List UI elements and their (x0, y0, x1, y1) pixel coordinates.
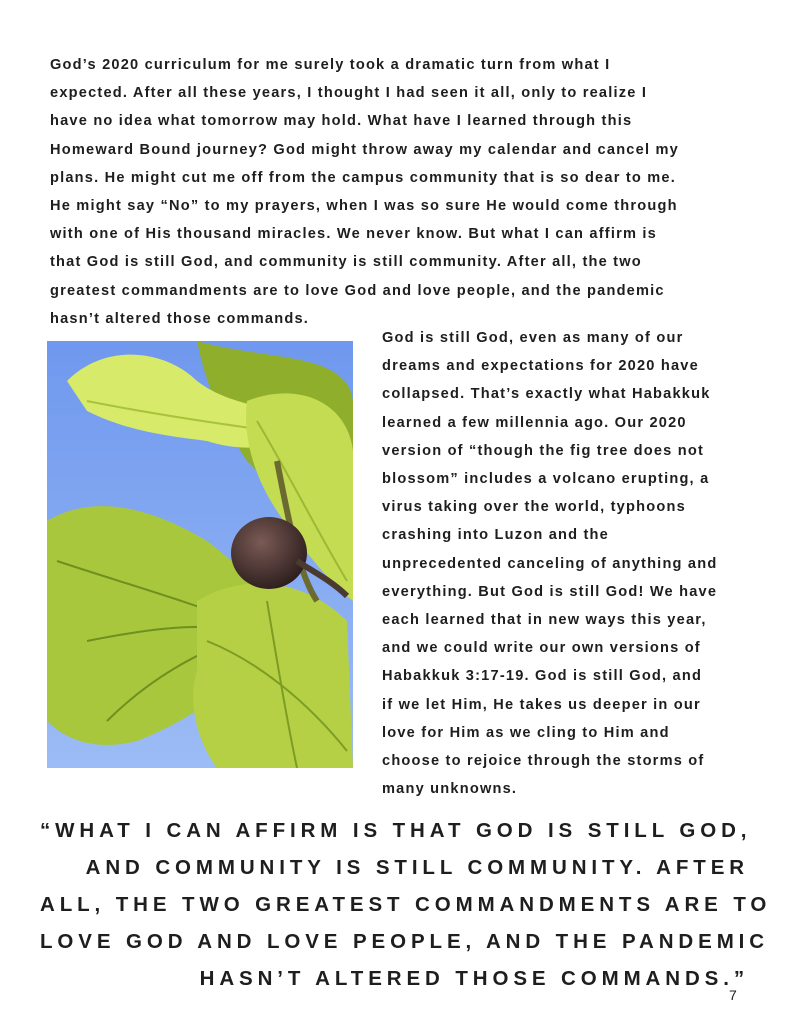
body-line: blossom” includes a volcano erupting, a (382, 471, 710, 488)
body-line: collapsed. That’s exactly what Habakkuk (382, 386, 711, 403)
quote-line: LOVE GOD AND LOVE PEOPLE, AND THE PANDEMIC (40, 930, 769, 953)
intro-line: expected. After all these years, I thought I had seen it all, only to realize I (50, 85, 648, 102)
intro-line: plans. He might cut me off from the campus community that is so dear to me. (50, 169, 676, 186)
quote-line: AND COMMUNITY IS STILL COMMUNITY. AFTER (85, 856, 749, 879)
body-line: unprecedented canceling of anything and (382, 555, 718, 572)
quote-line: ALL, THE TWO GREATEST COMMANDMENTS ARE TO (40, 893, 772, 916)
body-line: Habakkuk 3:17-19. God is still God, and (382, 668, 703, 685)
body-line: love for Him as we cling to Him and (382, 724, 670, 741)
intro-line: Homeward Bound journey? God might throw away my calendar and cancel my (50, 141, 679, 158)
body-line: everything. But God is still God! We have (382, 583, 718, 600)
body-line: and we could write our own versions of (382, 640, 701, 657)
intro-line: that God is still God, and community is still community. After all, the two (50, 254, 642, 271)
body-line: choose to rejoice through the storms of (382, 753, 705, 770)
body-line: virus taking over the world, typhoons (382, 499, 686, 516)
body-line: learned a few millennia ago. Our 2020 (382, 414, 687, 431)
intro-line: hasn’t altered those commands. (50, 310, 310, 327)
body-line: each learned that in new ways this year, (382, 612, 707, 629)
body-line: many unknowns. (382, 781, 518, 798)
body-paragraph (382, 324, 767, 803)
intro-line: with one of His thousand miracles. We never know. But what I can affirm is (50, 226, 657, 243)
page-number: 7 (729, 987, 737, 1003)
intro-line: He might say “No” to my prayers, when I was so sure He would come through (50, 198, 678, 215)
intro-paragraph (50, 51, 765, 333)
fig-tree-photo (47, 341, 353, 768)
pull-quote (40, 812, 772, 997)
body-line: version of “though the fig tree does not (382, 442, 705, 459)
body-line: dreams and expectations for 2020 have (382, 358, 699, 375)
intro-line: greatest commandments are to love God and love people, and the pandemic (50, 282, 665, 299)
body-line: God is still God, even as many of our (382, 330, 684, 346)
intro-line: have no idea what tomorrow may hold. What have I learned through this (50, 113, 633, 130)
body-line: if we let Him, He takes us deeper in our (382, 696, 701, 713)
quote-line: HASN’T ALTERED THOSE COMMANDS.” (199, 967, 749, 990)
quote-line: “WHAT I CAN AFFIRM IS THAT GOD IS STILL GOD, (40, 819, 752, 842)
body-line: crashing into Luzon and the (382, 527, 609, 544)
intro-line: God’s 2020 curriculum for me surely took a dramatic turn from what I (50, 57, 611, 73)
